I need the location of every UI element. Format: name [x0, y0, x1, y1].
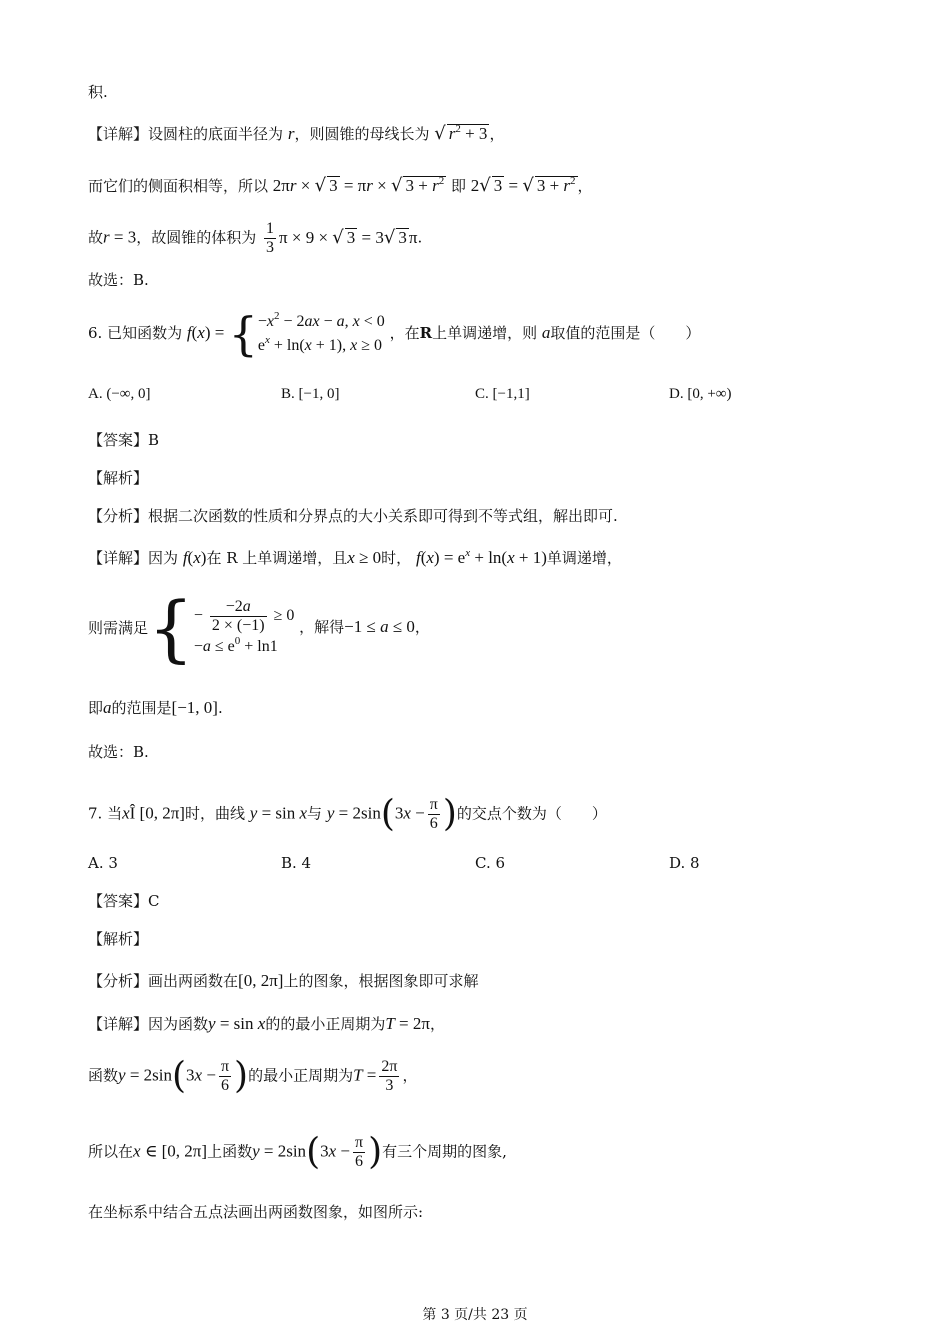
text-line: 积. [88, 83, 108, 101]
text-line: 所以在x ∈ [0, 2π]上函数y = 2sin(3x − $\frac{\pi}{6}$ )有三个周期的图象, [88, 1131, 507, 1173]
text-line: 而它们的侧面积相等，所以 2πr × √ 3 = πr × √ $3 + r^2$ 即 2√ 3 = √ $3 + r^2$ ， [88, 175, 593, 196]
detail-line: 【详解】设圆柱的底面半径为 r，则圆锥的母线长为 √ $r^2 + 3$ ， [88, 123, 505, 144]
detail-line: 【详解】因为 f(x)在 R 上单调递增，且x ≥ 0时， $f(x) = e^x + \ln(x + 1)$单调递增， [88, 547, 622, 567]
page-footer: 第 3 页/共 23 页 [422, 1307, 528, 1323]
option-c: C. 6 [475, 854, 506, 872]
answer-line: 【答案】B [88, 431, 160, 449]
condition-block: 则需满足{ − $\frac{-2a}{2 \times (-1)}$ ≥ 0 $-a \le e^0 + \ln 1$ ，解得−1 ≤ a ≤ 0， [88, 586, 430, 670]
option-d: D. 8 [669, 854, 700, 872]
detail-line: 【详解】因为函数y = sin x的的最小正周期为T = 2π， [88, 1014, 445, 1033]
option-c: C. [−1,1] [475, 386, 530, 402]
option-b: B. [−1, 0] [281, 386, 340, 402]
analysis-line: 【分析】画出两函数在[0, 2π]上的图象，根据图象即可求解 [88, 971, 479, 990]
text-line: 故选：B. [88, 743, 149, 761]
analysis-line: 【分析】根据二次函数的性质和分界点的大小关系即可得到不等式组，解出即可. [88, 507, 618, 525]
text-line: 故选：B. [88, 271, 149, 289]
option-d: D. [0, +∞) [669, 386, 732, 402]
text-line: 故r = 3，故圆锥的体积为 $\frac{1}{3}$ π × 9 × √ 3 = 3√ 3 π. [88, 220, 423, 256]
question-6: 6. 已知函数为 f(x) = { $-x^2 - 2ax - a$, x < 0 $e^x + \ln(x + 1)$, x ≥ 0 ，在R上单调递增，则 a取值的范围是（ ） [88, 307, 701, 361]
text-line: 即a的范围是[−1, 0]. [88, 698, 223, 717]
option-a: A. 3 [88, 854, 118, 872]
analysis-heading: 【解析】 [88, 469, 149, 487]
text-line: 函数y = 2sin(3x − $\frac{\pi}{6}$ )的最小正周期为T = $\frac{2\pi}{3}$ ， [88, 1055, 418, 1097]
text-line: 在坐标系中结合五点法画出两函数图象，如图所示: [88, 1203, 424, 1221]
option-b: B. 4 [281, 854, 312, 872]
option-a: A. (−∞, 0] [88, 386, 151, 402]
answer-line: 【答案】C [88, 892, 160, 910]
analysis-heading: 【解析】 [88, 930, 149, 948]
question-7: 7. 当xÎ [0, 2π]时，曲线 y = sin x与 y = 2sin(3x − $\frac{\pi}{6}$ )的交点个数为（ ） [88, 793, 607, 835]
